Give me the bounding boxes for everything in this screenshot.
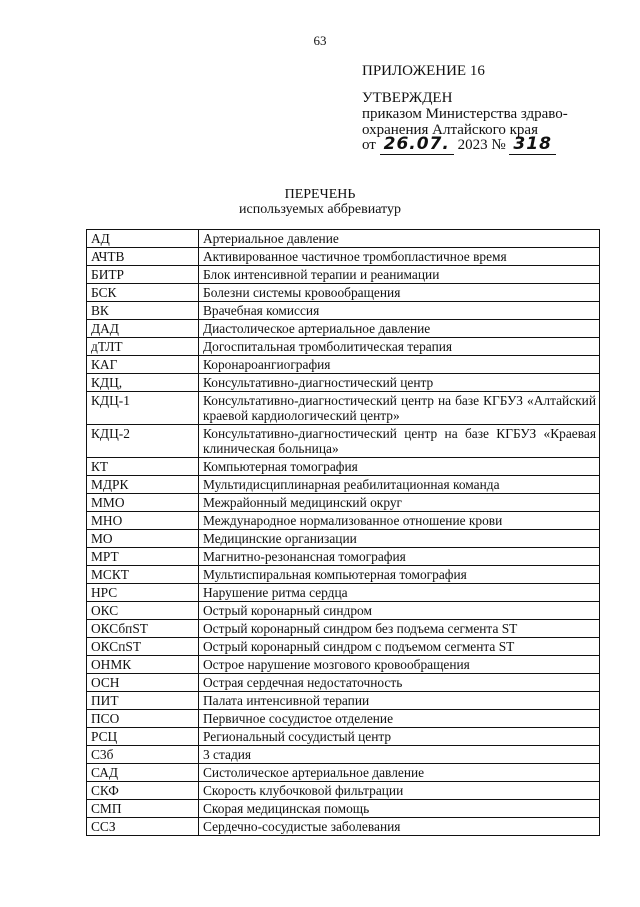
table-row <box>87 620 600 638</box>
table-row <box>87 638 600 656</box>
abbreviation-cell: ПИТ <box>87 692 199 710</box>
description-cell: Консультативно-диагностический центр на базе КГБУЗ «Краевая клиническая больница» <box>199 425 600 458</box>
description-cell: Догоспитальная тромболитическая терапия <box>199 338 600 356</box>
table-row <box>87 392 600 425</box>
table-row <box>87 284 600 302</box>
abbreviation-cell: ССЗ <box>87 818 199 836</box>
appendix-label: ПРИЛОЖЕНИЕ 16 <box>362 63 485 79</box>
table-row <box>87 230 600 248</box>
table-row <box>87 674 600 692</box>
description-cell: Коронароангиография <box>199 356 600 374</box>
table-row <box>87 710 600 728</box>
description-cell: Острое нарушение мозгового кровообращения <box>199 656 600 674</box>
abbreviation-cell: БИТР <box>87 266 199 284</box>
abbreviation-cell: МО <box>87 530 199 548</box>
table-row <box>87 302 600 320</box>
abbreviation-cell: ОСН <box>87 674 199 692</box>
table-row <box>87 320 600 338</box>
abbreviation-cell: КДЦ, <box>87 374 199 392</box>
table-row <box>87 356 600 374</box>
abbreviation-cell: САД <box>87 764 199 782</box>
description-cell: Диастолическое артериальное давление <box>199 320 600 338</box>
abbreviation-cell: АД <box>87 230 199 248</box>
table-row <box>87 425 600 458</box>
description-cell: Врачебная комиссия <box>199 302 600 320</box>
table-row <box>87 656 600 674</box>
description-cell: 3 стадия <box>199 746 600 764</box>
abbreviation-cell: СМП <box>87 800 199 818</box>
description-cell: Магнитно-резонансная томография <box>199 548 600 566</box>
description-cell: Медицинские организации <box>199 530 600 548</box>
description-cell: Болезни системы кровообращения <box>199 284 600 302</box>
abbreviation-cell: СКФ <box>87 782 199 800</box>
description-cell: Скорая медицинская помощь <box>199 800 600 818</box>
abbreviation-cell: ОКС <box>87 602 199 620</box>
table-row <box>87 746 600 764</box>
abbreviation-cell: ОКСбпST <box>87 620 199 638</box>
description-cell: Международное нормализованное отношение крови <box>199 512 600 530</box>
abbreviation-cell: ВК <box>87 302 199 320</box>
table-row <box>87 782 600 800</box>
table-row <box>87 728 600 746</box>
table-row <box>87 512 600 530</box>
table-row <box>87 584 600 602</box>
title-subtitle: используемых аббревиатур <box>239 202 401 217</box>
description-cell: Мультидисциплинарная реабилитационная команда <box>199 476 600 494</box>
abbreviation-cell: КДЦ-2 <box>87 425 199 458</box>
abbreviation-cell: НРС <box>87 584 199 602</box>
year-text: 2023 № <box>457 137 506 153</box>
table-row <box>87 548 600 566</box>
description-cell: Компьютерная томография <box>199 458 600 476</box>
description-cell: Региональный сосудистый центр <box>199 728 600 746</box>
description-cell: Активированное частичное тромбопластичное время <box>199 248 600 266</box>
description-cell: Нарушение ритма сердца <box>199 584 600 602</box>
table-row <box>87 248 600 266</box>
approval-block <box>362 90 568 138</box>
abbreviation-cell: КДЦ-1 <box>87 392 199 425</box>
approved-label: УТВЕРЖДЕН <box>362 90 453 106</box>
description-cell: Межрайонный медицинский округ <box>199 494 600 512</box>
abbreviation-cell: РСЦ <box>87 728 199 746</box>
description-cell: Острый коронарный синдром без подъема сегмента ST <box>199 620 600 638</box>
table-row <box>87 566 600 584</box>
abbreviations-table-body <box>87 230 600 836</box>
description-cell: Консультативно-диагностический центр на базе КГБУЗ «Алтайский краевой кардиологический центр» <box>199 392 600 425</box>
abbreviation-cell: МРТ <box>87 548 199 566</box>
table-row <box>87 530 600 548</box>
title-main: ПЕРЕЧЕНЬ <box>284 187 356 202</box>
description-cell: Острая сердечная недостаточность <box>199 674 600 692</box>
table-row <box>87 692 600 710</box>
handwritten-number: 318 <box>509 134 556 155</box>
description-cell: Мультиспиральная компьютерная томография <box>199 566 600 584</box>
table-row <box>87 458 600 476</box>
description-cell: Консультативно-диагностический центр <box>199 374 600 392</box>
order-line-2: охранения Алтайского края <box>362 122 538 138</box>
abbreviation-cell: КАГ <box>87 356 199 374</box>
description-cell: Палата интенсивной терапии <box>199 692 600 710</box>
abbreviation-cell: АЧТВ <box>87 248 199 266</box>
abbreviation-cell: МДРК <box>87 476 199 494</box>
page-number: 63 <box>313 33 327 48</box>
date-prefix: от <box>362 137 376 153</box>
description-cell: Первичное сосудистое отделение <box>199 710 600 728</box>
abbreviation-cell: БСК <box>87 284 199 302</box>
abbreviation-cell: С3б <box>87 746 199 764</box>
abbreviations-table <box>86 229 600 836</box>
abbreviation-cell: ПСО <box>87 710 199 728</box>
document-title <box>0 187 640 217</box>
description-cell: Острый коронарный синдром с подъемом сегмента ST <box>199 638 600 656</box>
abbreviation-cell: КТ <box>87 458 199 476</box>
abbreviation-cell: ММО <box>87 494 199 512</box>
abbreviation-cell: МСКТ <box>87 566 199 584</box>
table-row <box>87 764 600 782</box>
handwritten-date: 26.07. <box>380 134 454 155</box>
abbreviation-cell: ОНМК <box>87 656 199 674</box>
description-cell: Систолическое артериальное давление <box>199 764 600 782</box>
abbreviation-cell: МНО <box>87 512 199 530</box>
table-row <box>87 266 600 284</box>
description-cell: Артериальное давление <box>199 230 600 248</box>
table-row <box>87 338 600 356</box>
table-row <box>87 818 600 836</box>
order-line-1: приказом Министерства здраво- <box>362 106 568 122</box>
table-row <box>87 602 600 620</box>
abbreviation-cell: дТЛТ <box>87 338 199 356</box>
table-row <box>87 374 600 392</box>
description-cell: Сердечно-сосудистые заболевания <box>199 818 600 836</box>
description-cell: Блок интенсивной терапии и реанимации <box>199 266 600 284</box>
abbreviation-cell: ОКСпST <box>87 638 199 656</box>
description-cell: Скорость клубочковой фильтрации <box>199 782 600 800</box>
table-row <box>87 476 600 494</box>
description-cell: Острый коронарный синдром <box>199 602 600 620</box>
table-row <box>87 800 600 818</box>
abbreviation-cell: ДАД <box>87 320 199 338</box>
order-date-line <box>362 134 556 155</box>
table-row <box>87 494 600 512</box>
